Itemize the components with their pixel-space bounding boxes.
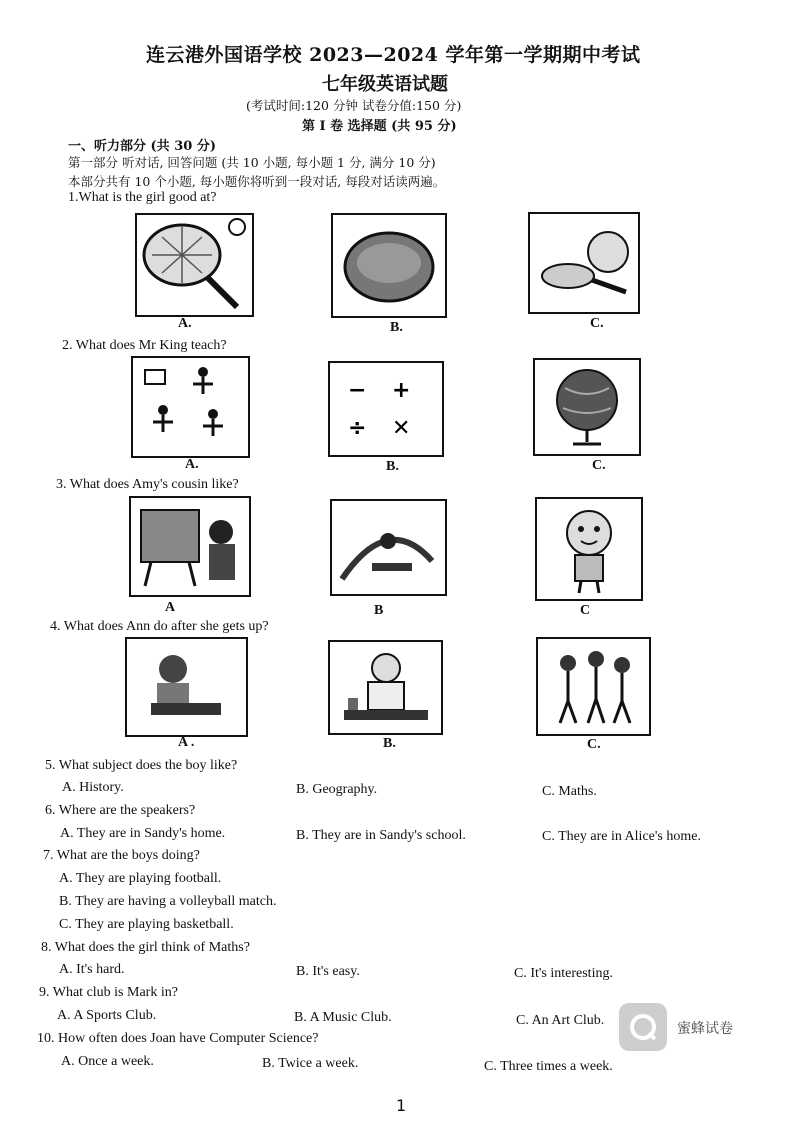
question-3: 3. What does Amy's cousin like?: [56, 477, 239, 492]
q3-label-c: C: [580, 603, 591, 618]
ping-pong-paddles-icon[interactable]: [528, 212, 640, 314]
watermark-logo-icon: [619, 1003, 667, 1051]
skateboard-icon[interactable]: [330, 499, 447, 596]
q7-option-a[interactable]: A. They are playing football.: [59, 871, 222, 886]
globe-icon[interactable]: [533, 358, 641, 456]
volume-heading: 第 I 卷 选择题 (共 95 分): [302, 119, 457, 134]
exam-info: (考试时间:120 分钟 试卷分值:150 分): [246, 98, 462, 113]
question-8: 8. What does the girl think of Maths?: [41, 940, 250, 955]
question-7: 7. What are the boys doing?: [43, 848, 200, 863]
watermark-text: 蜜蜂试卷: [677, 1021, 733, 1037]
svg-text:+: +: [392, 378, 411, 403]
question-1: 1.What is the girl good at?: [68, 190, 217, 205]
question-10: 10. How often does Joan have Computer Science?: [37, 1031, 319, 1046]
q7-option-b[interactable]: B. They are having a volleyball match.: [59, 894, 277, 909]
q2-label-c: C.: [592, 458, 606, 473]
svg-text:−: −: [348, 378, 367, 403]
part-instruction: 本部分共有 10 个小题, 每小题你将听到一段对话, 每段对话读两遍。: [68, 174, 446, 189]
question-2: 2. What does Mr King teach?: [62, 338, 227, 353]
q1-label-a: A.: [178, 316, 192, 331]
question-4: 4. What does Ann do after she gets up?: [50, 619, 269, 634]
reading-boy-icon[interactable]: [125, 637, 248, 737]
q2-label-a: A.: [185, 457, 199, 472]
svg-text:✕: ✕: [392, 416, 411, 441]
q10-option-c[interactable]: C. Three times a week.: [484, 1059, 613, 1074]
q9-option-c[interactable]: C. An Art Club.: [516, 1013, 605, 1028]
q9-option-b[interactable]: B. A Music Club.: [294, 1010, 392, 1025]
question-5: 5. What subject does the boy like?: [45, 758, 238, 773]
tennis-racket-icon[interactable]: [135, 213, 254, 317]
question-9: 9. What club is Mark in?: [39, 985, 178, 1000]
q9-option-a[interactable]: A. A Sports Club.: [57, 1008, 157, 1023]
breakfast-boy-icon[interactable]: [328, 640, 443, 735]
sports-figures-icon[interactable]: [131, 356, 250, 458]
q8-option-a[interactable]: A. It's hard.: [59, 962, 125, 977]
exam-subtitle: 七年级英语试题: [322, 74, 448, 95]
q6-option-a[interactable]: A. They are in Sandy's home.: [60, 826, 226, 841]
q2-label-b: B.: [386, 459, 399, 474]
q1-label-b: B.: [390, 320, 403, 335]
q6-option-c[interactable]: C. They are in Alice's home.: [542, 829, 701, 844]
q4-label-a: A .: [178, 735, 195, 750]
q5-option-c[interactable]: C. Maths.: [542, 784, 597, 799]
exam-title: 连云港外国语学校 2023—2024 学年第一学期期中考试: [146, 44, 641, 66]
math-symbols-icon[interactable]: [328, 361, 444, 457]
svg-text:÷: ÷: [348, 416, 367, 441]
baseball-glove-icon[interactable]: [331, 213, 447, 318]
q3-label-b: B: [374, 603, 384, 618]
q4-label-b: B.: [383, 736, 396, 751]
q4-label-c: C.: [587, 737, 601, 752]
q8-option-c[interactable]: C. It's interesting.: [514, 966, 613, 981]
singing-girl-icon[interactable]: [535, 497, 643, 601]
q3-label-a: A: [165, 600, 176, 615]
page-number: 1: [396, 1096, 407, 1115]
q10-option-b[interactable]: B. Twice a week.: [262, 1056, 359, 1071]
part-title: 第一部分 听对话, 回答问题 (共 10 小题, 每小题 1 分, 满分 10 分): [68, 155, 436, 170]
painting-icon[interactable]: [129, 496, 251, 597]
question-6: 6. Where are the speakers?: [45, 803, 196, 818]
exercising-people-icon[interactable]: [536, 637, 651, 736]
q7-option-c[interactable]: C. They are playing basketball.: [59, 917, 234, 932]
q1-label-c: C.: [590, 316, 604, 331]
q8-option-b[interactable]: B. It's easy.: [296, 964, 360, 979]
q6-option-b[interactable]: B. They are in Sandy's school.: [296, 828, 466, 843]
section-title: 一、听力部分 (共 30 分): [68, 139, 216, 154]
q10-option-a[interactable]: A. Once a week.: [61, 1054, 154, 1069]
q5-option-b[interactable]: B. Geography.: [296, 782, 378, 797]
q5-option-a[interactable]: A. History.: [62, 780, 124, 795]
